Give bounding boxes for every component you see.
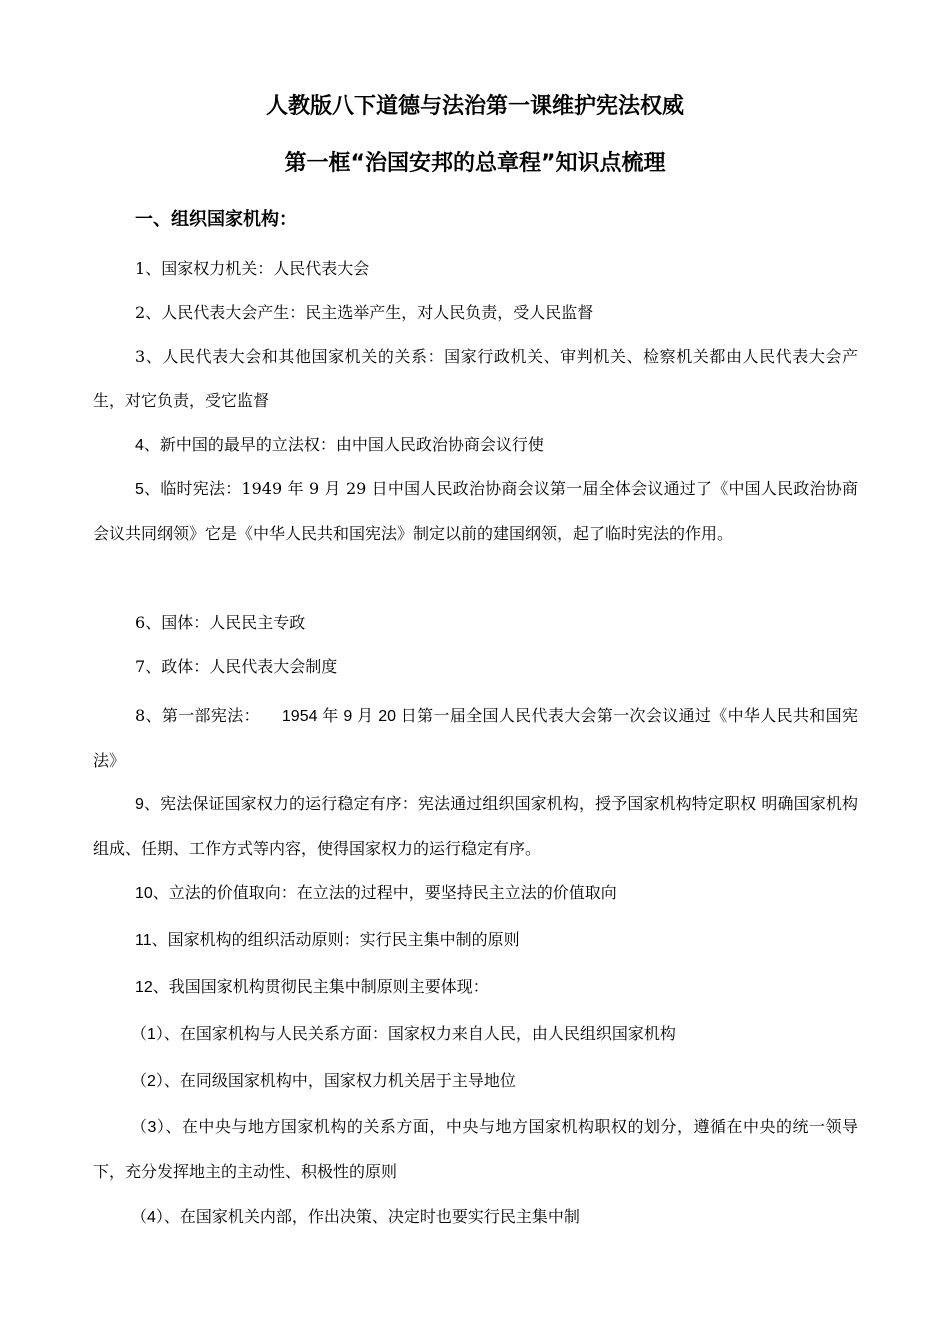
sub-list-item: （2）、在同级国家机构中，国家权力机关居于主导地位	[131, 1071, 516, 1090]
document-title: 人教版八下道德与法治第一课维护宪法权威	[265, 94, 684, 119]
list-item: 12、我国国家机构贯彻民主集中制原则主要体现：	[135, 977, 489, 996]
list-item: 5、临时宪法：1949 年 9 月 29 日中国人民政治协商会议第一届全体会议通过了《中国人民政治协商会议共同纲领》它是《中华人民共和国宪法》制定以前的建国纲领，起了临时宪法的作用。	[93, 479, 858, 543]
section-heading: 一、组织国家机构：	[135, 209, 297, 230]
list-item: 8、第一部宪法： 1954 年 9 月 20 日第一届全国人民代表大会第一次会议通过《中华人民共和国宪法》	[93, 706, 858, 770]
sub-list-item: （3）、在中央与地方国家机构的关系方面，中央与地方国家机构职权的划分，遵循在中央的统一领导下，充分发挥地主的主动性、积极性的原则	[93, 1117, 858, 1181]
list-item: 2、人民代表大会产生：民主选举产生，对人民负责，受人民监督	[135, 303, 594, 322]
list-item: 10、立法的价值取向：在立法的过程中，要坚持民主立法的价值取向	[135, 883, 617, 902]
list-item: 11、国家机构的组织活动原则：实行民主集中制的原则	[135, 930, 520, 949]
sub-list-item: （1）、在国家机构与人民关系方面：国家权力来自人民，由人民组织国家机构	[131, 1024, 676, 1043]
list-item: 6、国体：人民民主专政	[135, 613, 306, 632]
list-item: 1、国家权力机关：人民代表大会	[135, 259, 370, 278]
document-subtitle: 第一框“治国安邦的总章程”知识点梳理	[284, 151, 666, 176]
list-item: 4、新中国的最早的立法权：由中国人民政治协商会议行使	[135, 435, 544, 454]
list-item: 7、政体：人民代表大会制度	[135, 657, 338, 676]
list-item: 9、宪法保证国家权力的运行稳定有序：宪法通过组织国家机构，授予国家机构特定职权 明确国家机构组成、任期、工作方式等内容，使得国家权力的运行稳定有序。	[93, 794, 858, 858]
list-item: 3、人民代表大会和其他国家机关的关系：国家行政机关、审判机关、检察机关都由人民代表大会产生，对它负责，受它监督	[93, 347, 858, 410]
sub-list-item: （4）、在国家机关内部，作出决策、决定时也要实行民主集中制	[131, 1207, 580, 1226]
